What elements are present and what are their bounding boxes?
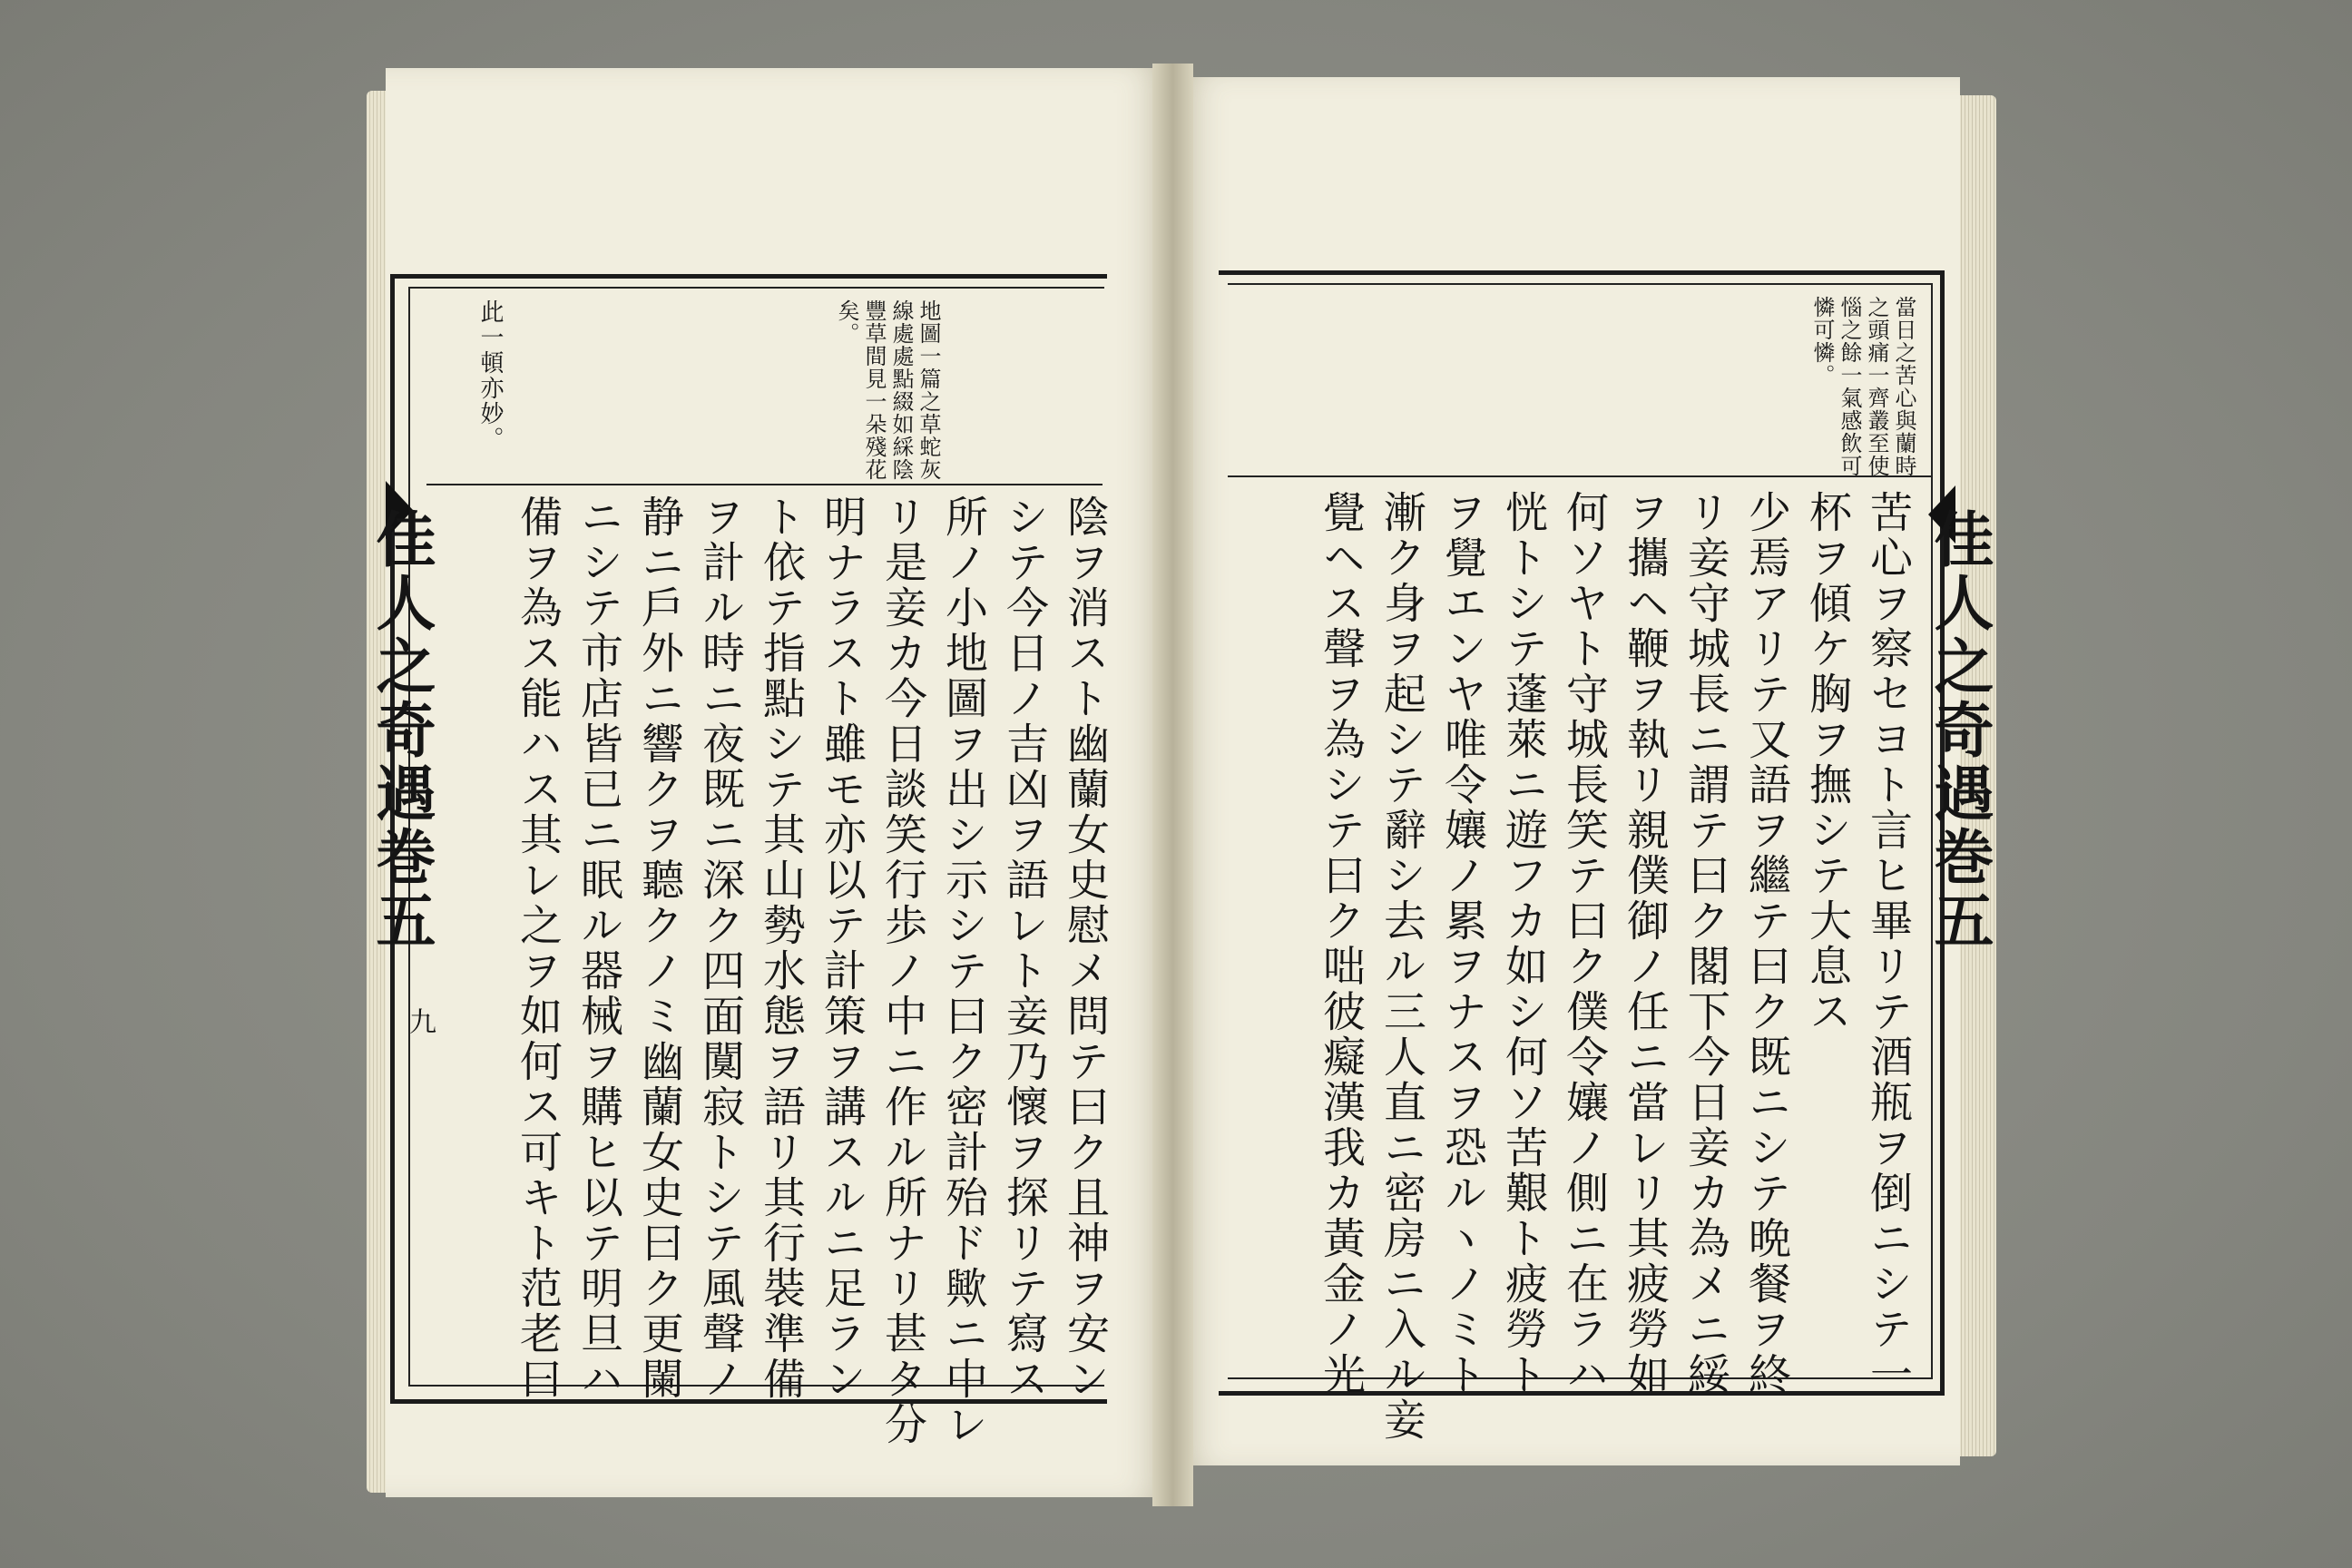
left-column-1: 陰ヲ消スト幽蘭女史慰メ問テ曰ク且神ヲ安ン xyxy=(1060,495,1110,1402)
right-column-2: 杯ヲ傾ケ胸ヲ撫シテ大息ス xyxy=(1802,490,1852,1034)
book-gutter xyxy=(1152,64,1193,1506)
left-column-2: シテ今日ノ吉凶ヲ語レト妾乃懷ヲ探リテ寫ス xyxy=(999,495,1049,1402)
right-column-4: リ妾守城長ニ謂テ曰ク閣下今日妾カ為メニ綏 xyxy=(1681,490,1730,1397)
right-column-8: ヲ覺エンヤ唯令孃ノ累ヲナスヲ恐ルヽノミト xyxy=(1437,490,1487,1397)
left-column-7: ヲ計ル時ニ夜既ニ深ク四面闃寂トシテ風聲ノ xyxy=(695,495,745,1402)
left-page-header-band xyxy=(426,289,1102,485)
left-column-4: リ是妾カ今日談笑行歩ノ中ニ作ル所ナリ甚タ分 xyxy=(877,495,927,1447)
left-column-9: ニシテ市店皆已ニ眠ル器械ヲ購ヒ以テ明旦ハ xyxy=(573,495,623,1402)
left-spine-title: 佳人之奇遇巻五 xyxy=(366,508,436,953)
right-column-3: 少焉アリテ又語ヲ繼テ曰ク既ニシテ晩餐ヲ終 xyxy=(1741,490,1791,1397)
right-top-note-2: 之頭痛一齊叢至使 xyxy=(1864,296,1889,477)
right-column-7: 恍トシテ蓬萊ニ遊フカ如シ何ソ苦艱ト疲勞ト xyxy=(1498,490,1548,1397)
left-column-6: ト依テ指點シテ其山勢水態ヲ語リ其行裝準備 xyxy=(756,495,806,1402)
left-top-note-2: 線處處點綴如綵陰 xyxy=(888,299,914,481)
right-spine-title: 佳人之奇遇巻五 xyxy=(1924,508,1994,953)
left-top-note-3: 豐草間見一朵殘花 xyxy=(861,299,887,481)
right-column-9: 漸ク身ヲ起シテ辭シ去ル三人直ニ密房ニ入ル妾 xyxy=(1377,490,1426,1443)
left-column-5: 明ナラスト雖モ亦以テ計策ヲ講スルニ足ラン xyxy=(817,495,867,1402)
left-column-10: 備ヲ為ス能ハス其レ之ヲ如何ス可キト范老曰 xyxy=(513,495,563,1402)
right-top-note-1: 當日之苦心與蘭時 xyxy=(1891,296,1916,477)
left-top-note-4: 矣。 xyxy=(834,299,859,345)
left-side-note: 此一頓亦妙。 xyxy=(476,299,504,452)
right-column-5: ヲ攜ヘ鞭ヲ執リ親僕御ノ任ニ當レリ其疲勞如 xyxy=(1620,490,1670,1397)
left-top-note-1: 地圖一篇之草蛇灰 xyxy=(916,299,941,481)
right-top-note-4: 憐可憐。 xyxy=(1809,296,1835,387)
right-column-6: 何ソヤト守城長笑テ曰ク僕令孃ノ側ニ在ラハ xyxy=(1559,490,1609,1397)
right-column-1: 苦心ヲ察セヨト言ヒ畢リテ酒瓶ヲ倒ニシテ一 xyxy=(1863,490,1913,1397)
left-column-8: 静ニ戶外ニ響クヲ聽クノミ幽蘭女史曰ク更闌 xyxy=(634,495,684,1402)
right-top-note-3: 惱之餘一氣感飲可 xyxy=(1837,296,1862,477)
left-page-number: 九 xyxy=(404,1007,436,1034)
right-column-10: 覺ヘス聲ヲ為シテ曰ク咄彼癡漢我カ黃金ノ光 xyxy=(1316,490,1366,1397)
left-column-3: 所ノ小地圖ヲ出シ示シテ曰ク密計殆ド歟ニ中レ xyxy=(938,495,988,1447)
